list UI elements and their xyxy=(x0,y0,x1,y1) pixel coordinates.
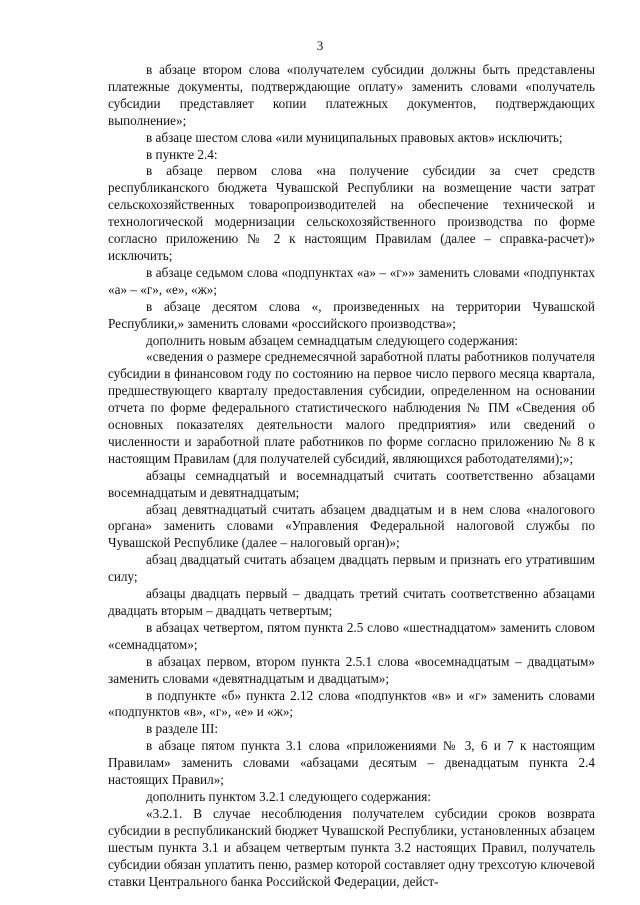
paragraph: абзац двадцатый считать абзацем двадцать первым и признать его утратившим силу; xyxy=(108,552,595,585)
paragraph: в абзацах четвертом, пятом пункта 2.5 слово «шестнадцатом» заменить словом «семнадцатом»; xyxy=(108,619,595,652)
paragraph: абзац девятнадцатый считать абзацем двадцатым и в нем слова «налогового органа» заменить словами «Управления Федеральной налоговой службы по Чувашской Республике (далее – налоговый орган)»; xyxy=(108,501,595,551)
paragraph: в абзаце шестом слова «или муниципальных правовых актов» исключить; xyxy=(146,129,563,145)
paragraph: в абзаце первом слова «на получение субсидии за счет средств республиканского бюджета Чувашской Республики на возмещение части затрат сельскохозяйственных товаропроизводителей на обеспечение технической и технологической модернизации сельскохозяйственного производства по форме согласно приложению № 2 к настоящим Правилам (далее – справка-расчет)» исключить; xyxy=(108,163,595,263)
document-body xyxy=(108,62,595,890)
paragraph: дополнить пунктом 3.2.1 следующего содержания: xyxy=(146,788,432,804)
paragraph: абзацы двадцать первый – двадцать третий считать соответственно абзацами двадцать вторым – двадцать четвертым; xyxy=(108,586,595,618)
paragraph: в абзаце втором слова «получателем субсидии должны быть представлены платежные документы, подтверждающие оплату» заменить словами «получатель субсидии представляет копии платежных документов, подтверждающих выполнение»; xyxy=(108,62,595,128)
paragraph: «сведения о размере среднемесячной заработной платы работников получателя субсидии в финансовом году по состоянию на первое число первого месяца квартала, предшествующего кварталу предоставления субсидии, определенном на основании отчета по форме федерального статистического наблюдения № ПМ «Сведения об основных показателях деятельности малого предприятия» или сведений о численности и заработной плате работников по форме согласно приложению № 8 к настоящим Правилам (для получателей субсидий, являющихся работодателями);»; xyxy=(108,349,595,466)
paragraph: «3.2.1. В случае несоблюдения получателем субсидии сроков возврата субсидии в республиканский бюджет Чувашской Республики, установленных абзацем шестым пункта 3.1 и абзацем четвертым пункта 3.2 настоящих Правил, получатель субсидии обязан уплатить пеню, размер которой составляет одну трехсотую ключевой ставки Центрального банка Российской Федерации, дейст- xyxy=(108,805,595,889)
paragraph: абзацы семнадцатый и восемнадцатый считать соответственно абзацами восемнадцатым и девятнадцатым; xyxy=(108,467,595,500)
paragraph: в абзаце седьмом слова «подпунктах «а» – «г»» заменить словами «подпунктах «а» – «г», «е», «ж»; xyxy=(108,264,595,297)
paragraph: в пункте 2.4: xyxy=(146,146,218,162)
paragraph: дополнить новым абзацем семнадцатым следующего содержания: xyxy=(146,332,519,348)
paragraph: в абзаце десятом слова «, произведенных на территории Чувашской Республики,» заменить словами «российского производства»; xyxy=(108,298,595,331)
page-number: 3 xyxy=(316,38,324,53)
paragraph: в абзацах первом, втором пункта 2.5.1 слова «восемнадцатым – двадцатым» заменить словами «девятнадцатым и двадцатым»; xyxy=(108,653,595,686)
paragraph: в разделе III: xyxy=(146,721,219,737)
paragraph: в подпункте «б» пункта 2.12 слова «подпунктов «в» и «г» заменить словами «подпунктов «в», «г», «е» и «ж»; xyxy=(108,687,595,720)
paragraph: в абзаце пятом пункта 3.1 слова «приложениями № 3, 6 и 7 к настоящим Правилам» заменить словами «абзацами десятым – двенадцатым пункта 2.4 настоящих Правил»; xyxy=(108,738,595,788)
